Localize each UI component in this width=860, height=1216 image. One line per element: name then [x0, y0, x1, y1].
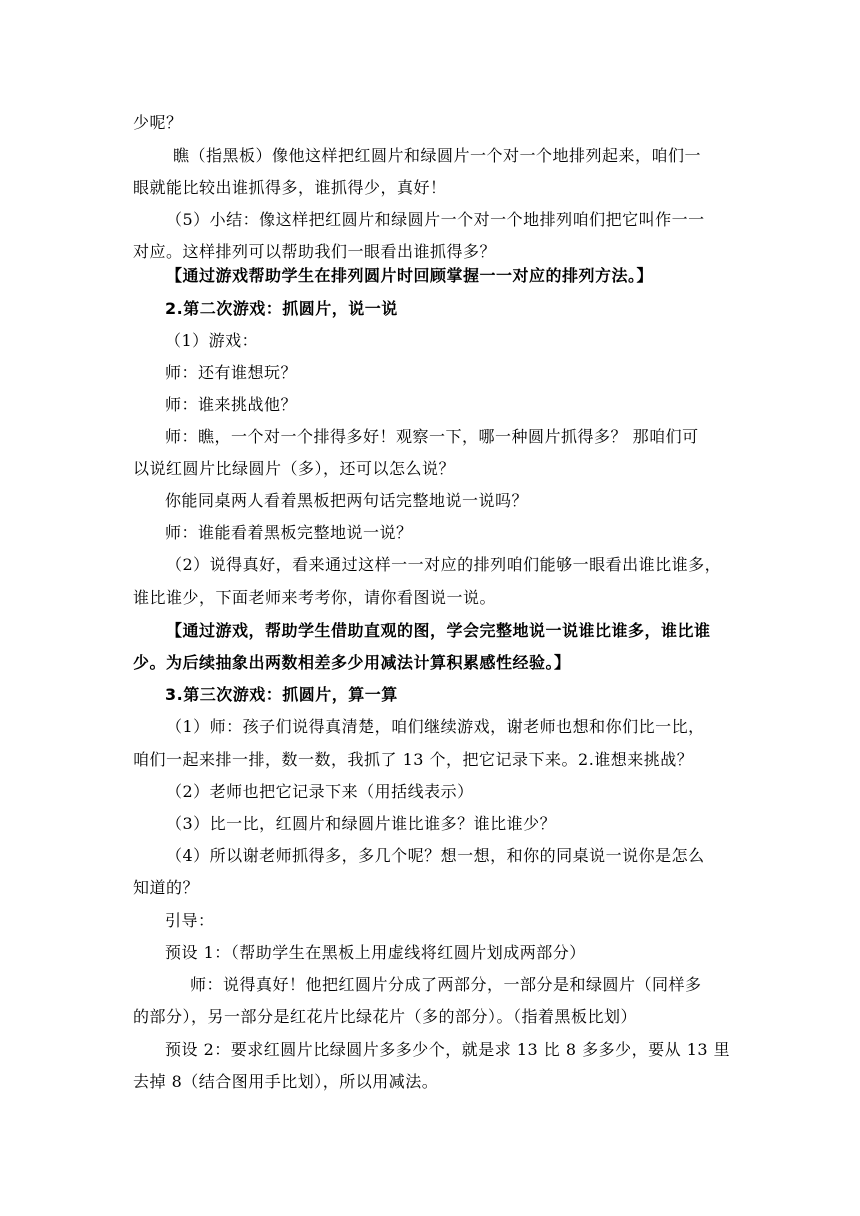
text-line: （2）说得真好，看来通过这样一一对应的排列咱们能够一眼看出谁比谁多， — [166, 555, 722, 574]
text-line: 预设 1：（帮助学生在黑板上用虚线将红圆片划成两部分） — [165, 943, 586, 962]
text-line: 师：谁能看着黑板完整地说一说？ — [165, 523, 413, 542]
text-line: 你能同桌两人看着黑板把两句话完整地说一说吗？ — [165, 491, 529, 510]
text-line: 引导： — [165, 911, 215, 930]
text-line: （3）比一比，红圆片和绿圆片谁比谁多？谁比谁少？ — [166, 814, 557, 833]
text-line: （4）所以谢老师抓得多，多几个呢？想一想，和你的同桌说一说你是怎么 — [166, 846, 705, 865]
text-line: 师：还有谁想玩？ — [165, 363, 298, 382]
section-heading: 3.第三次游戏：抓圆片，算一算 — [165, 685, 398, 704]
text-line: 预设 2：要求红圆片比绿圆片多多少个，就是求 13 比 8 多多少，要从 13 里 — [165, 1040, 731, 1059]
annotation-note: 少。为后续抽象出两数相差多少用减法计算积累感性经验。】 — [133, 653, 571, 672]
text-line: （1）师：孩子们说得真清楚，咱们继续游戏，谢老师也想和你们比一比， — [166, 717, 705, 736]
text-line: 师：说得真好！他把红圆片分成了两部分，一部分是和绿圆片（同样多 — [190, 975, 702, 994]
annotation-note: 【通过游戏帮助学生在排列圆片时回顾掌握一一对应的排列方法。】 — [166, 266, 654, 285]
text-line: （2）老师也把它记录下来（用括线表示） — [166, 782, 474, 801]
text-line: （5）小结：像这样把红圆片和绿圆片一个对一个地排列咱们把它叫作一一 — [166, 210, 705, 229]
text-line: 以说红圆片比绿圆片（多），还可以怎么说？ — [133, 459, 456, 478]
section-heading: 2.第二次游戏：抓圆片，说一说 — [165, 299, 398, 318]
text-line: 对应。这样排列可以帮助我们一眼看出谁抓得多？ — [133, 242, 497, 261]
text-line: 去掉 8（结合图用手比划），所以用减法。 — [133, 1072, 439, 1091]
text-line: 少呢？ — [133, 113, 183, 132]
text-line: 师：瞧，一个对一个排得多好！观察一下，哪一种圆片抓得多？ 那咱们可 — [165, 427, 699, 446]
annotation-note: 【通过游戏，帮助学生借助直观的图，学会完整地说一说谁比谁多，谁比谁 — [166, 621, 711, 640]
text-line: （1）游戏： — [165, 331, 259, 350]
text-line: 的部分），另一部分是红花片比绿花片（多的部分）。（指着黑板比划） — [133, 1007, 638, 1026]
text-line: 咱们一起来排一排，数一数，我抓了 13 个，把它记录下来。2.谁想来挑战？ — [133, 750, 694, 769]
text-line: 知道的？ — [133, 878, 200, 897]
text-line: 师：谁来挑战他？ — [165, 395, 298, 414]
text-line: 谁比谁少，下面老师来考考你，请你看图说一说。 — [133, 588, 497, 607]
text-line: 瞧（指黑板）像他这样把红圆片和绿圆片一个对一个地排列起来，咱们一 — [173, 146, 702, 165]
text-line: 眼就能比较出谁抓得多，谁抓得少，真好！ — [133, 178, 447, 197]
